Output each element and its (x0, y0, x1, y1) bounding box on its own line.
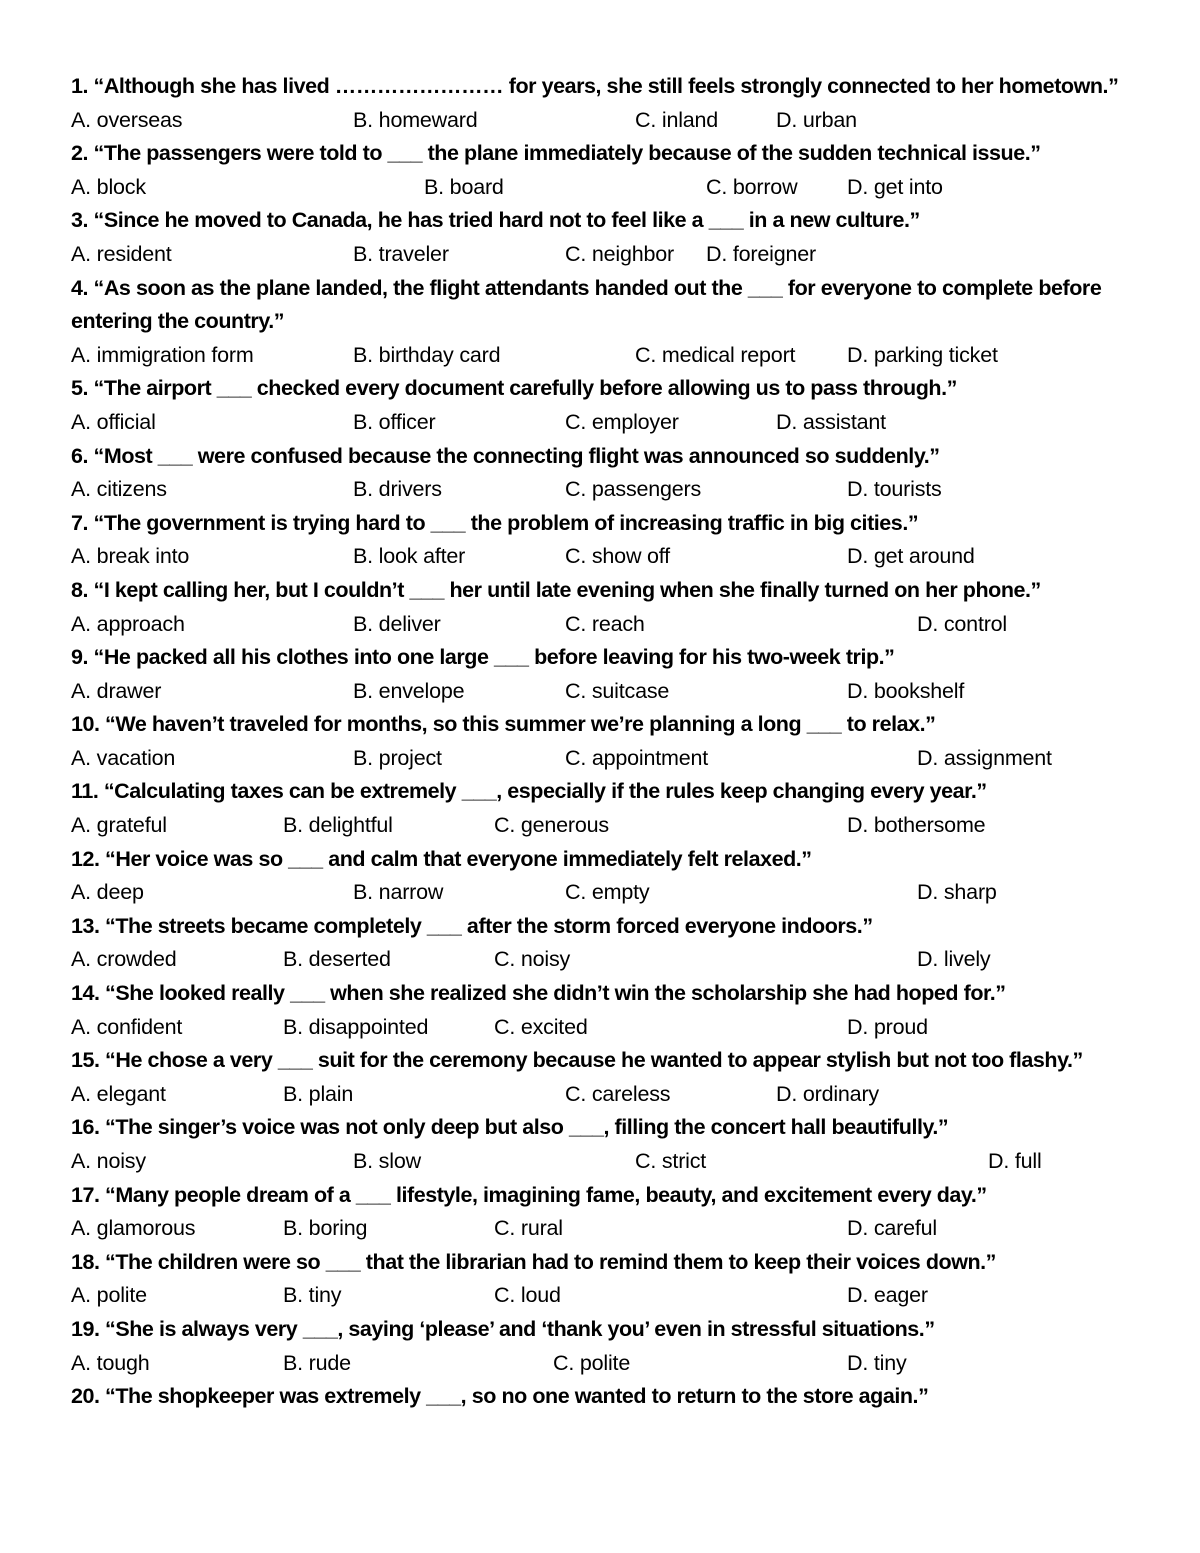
option-c: C. medical report (635, 342, 796, 367)
question-block (71, 1246, 1151, 1313)
option-c: C. inland (635, 107, 719, 132)
option-a: A. block (71, 174, 146, 199)
option-d: D. proud (847, 1014, 928, 1039)
option-d: D. assignment (917, 745, 1052, 770)
question-block (71, 1179, 1151, 1246)
question-block (71, 1380, 1151, 1414)
option-a: A. vacation (71, 745, 176, 770)
options-row (71, 473, 1151, 507)
options-row (71, 1347, 1151, 1381)
option-a: A. crowded (71, 947, 177, 972)
option-b: B. traveler (353, 241, 449, 266)
options-row (71, 809, 1151, 843)
options-row (71, 675, 1151, 709)
question-block (71, 440, 1151, 507)
option-a: A. official (71, 409, 156, 434)
question-stem: 20. “The shopkeeper was extremely ___, so no one wanted to return to the store again.” (71, 1384, 929, 1409)
option-b: B. drivers (353, 477, 442, 502)
option-c: C. borrow (706, 174, 798, 199)
option-d: D. bookshelf (847, 678, 965, 703)
question-stem: 18. “The children were so ___ that the librarian had to remind them to keep their voices down.” (71, 1249, 996, 1274)
option-c: C. noisy (494, 947, 571, 972)
option-c: C. suitcase (565, 678, 670, 703)
option-d: D. get into (847, 174, 943, 199)
options-row (71, 406, 1151, 440)
option-d: D. ordinary (776, 1081, 879, 1106)
option-c: C. employer (565, 409, 679, 434)
option-b: B. look after (353, 544, 466, 569)
options-row (71, 1011, 1151, 1045)
options-row (71, 339, 1151, 373)
option-a: A. glamorous (71, 1216, 196, 1241)
question-stem: 6. “Most ___ were confused because the connecting flight was announced so suddenly.” (71, 443, 940, 468)
question-stem: 3. “Since he moved to Canada, he has tried hard not to feel like a ___ in a new culture.” (71, 208, 920, 233)
question-block (71, 843, 1151, 910)
option-d: D. tourists (847, 477, 942, 502)
option-c: C. rural (494, 1216, 563, 1241)
option-d: D. get around (847, 544, 975, 569)
options-row (71, 608, 1151, 642)
question-block (71, 372, 1151, 439)
question-stem: 10. “We haven’t traveled for months, so this summer we’re planning a long ___ to relax.” (71, 712, 936, 737)
question-stem: 5. “The airport ___ checked every document carefully before allowing us to pass through.” (71, 376, 957, 401)
question-block (71, 1313, 1151, 1380)
options-row (71, 876, 1151, 910)
worksheet (71, 70, 1151, 1414)
question-block (71, 204, 1151, 271)
question-stem: 12. “Her voice was so ___ and calm that everyone immediately felt relaxed.” (71, 846, 812, 871)
option-c: C. passengers (565, 477, 702, 502)
option-b: B. deserted (283, 947, 391, 972)
option-c: C. neighbor (565, 241, 674, 266)
option-a: A. elegant (71, 1081, 166, 1106)
question-block (71, 1111, 1151, 1178)
option-d: D. bothersome (847, 813, 986, 838)
option-c: C. generous (494, 813, 609, 838)
question-block (71, 507, 1151, 574)
question-block (71, 272, 1151, 373)
option-c: C. empty (565, 880, 650, 905)
question-stem: 14. “She looked really ___ when she realized she didn’t win the scholarship she had hoped for.” (71, 981, 1006, 1006)
option-a: A. polite (71, 1283, 147, 1308)
option-b: B. tiny (283, 1283, 342, 1308)
option-a: A. citizens (71, 477, 167, 502)
option-d: D. parking ticket (847, 342, 998, 367)
question-block (71, 708, 1151, 775)
question-stem: 19. “She is always very ___, saying ‘please’ and ‘thank you’ even in stressful situations.” (71, 1316, 935, 1341)
question-block (71, 574, 1151, 641)
option-b: B. delightful (283, 813, 393, 838)
question-stem: 7. “The government is trying hard to ___ the problem of increasing traffic in big cities.” (71, 510, 919, 535)
option-d: D. control (917, 611, 1008, 636)
option-b: B. project (353, 745, 442, 770)
option-d: D. full (988, 1149, 1042, 1173)
option-b: B. homeward (353, 107, 478, 132)
options-row (71, 1078, 1151, 1112)
option-d: D. tiny (847, 1350, 907, 1375)
question-stem: 13. “The streets became completely ___ after the storm forced everyone indoors.” (71, 913, 873, 938)
options-row (71, 540, 1151, 574)
option-b: B. deliver (353, 611, 441, 636)
option-a: A. resident (71, 241, 172, 266)
option-b: B. boring (283, 1216, 368, 1241)
options-row (71, 1212, 1151, 1246)
option-d: D. lively (917, 947, 991, 972)
option-b: B. narrow (353, 880, 444, 905)
question-stem: 2. “The passengers were told to ___ the plane immediately because of the sudden technical issue.” (71, 141, 1041, 166)
option-c: C. polite (553, 1350, 631, 1375)
options-row (71, 1279, 1151, 1313)
option-a: A. deep (71, 880, 144, 905)
question-block (71, 70, 1151, 137)
question-stem: 11. “Calculating taxes can be extremely ___, especially if the rules keep changing every year.” (71, 779, 987, 804)
option-a: A. approach (71, 611, 185, 636)
option-b: B. board (424, 174, 504, 199)
question-stem: 16. “The singer’s voice was not only deep but also ___, filling the concert hall beautifully.” (71, 1115, 949, 1140)
question-block (71, 977, 1151, 1044)
question-stem: 1. “Although she has lived …………………… for years, she still feels strongly connected to her hometown.” (71, 74, 1119, 98)
option-b: B. officer (353, 409, 436, 434)
option-c: C. show off (565, 544, 670, 569)
question-block (71, 137, 1151, 204)
options-row (71, 1145, 1151, 1179)
option-a: A. break into (71, 544, 190, 569)
question-block (71, 910, 1151, 977)
question-block (71, 641, 1151, 708)
question-stem: 8. “I kept calling her, but I couldn’t ___ her until late evening when she finally turned on her phone.” (71, 577, 1041, 602)
option-d: D. urban (776, 107, 857, 132)
option-b: B. disappointed (283, 1014, 429, 1039)
options-row (71, 104, 1151, 138)
options-row (71, 943, 1151, 977)
question-stem: 4. “As soon as the plane landed, the flight attendants handed out the ___ for everyone to complete before entering the country.” (71, 275, 1102, 334)
option-d: D. careful (847, 1216, 938, 1241)
question-stem: 15. “He chose a very ___ suit for the ceremony because he wanted to appear stylish but not too flashy.” (71, 1048, 1083, 1073)
options-row (71, 238, 1151, 272)
option-a: A. drawer (71, 678, 162, 703)
option-c: C. appointment (565, 745, 709, 770)
option-d: D. assistant (776, 409, 886, 434)
option-d: D. foreigner (706, 241, 816, 266)
options-row (71, 171, 1151, 205)
option-d: D. eager (847, 1283, 928, 1308)
option-a: A. noisy (71, 1149, 146, 1173)
question-stem: 17. “Many people dream of a ___ lifestyle, imagining fame, beauty, and excitement every day.” (71, 1182, 987, 1207)
options-row (71, 742, 1151, 776)
option-b: B. plain (283, 1081, 354, 1106)
option-c: C. careless (565, 1081, 671, 1106)
option-a: A. grateful (71, 813, 167, 838)
question-block (71, 1044, 1151, 1111)
question-stem: 9. “He packed all his clothes into one large ___ before leaving for his two-week trip.” (71, 645, 895, 670)
option-c: C. excited (494, 1014, 588, 1039)
option-b: B. rude (283, 1350, 351, 1375)
option-a: A. confident (71, 1014, 183, 1039)
option-c: C. loud (494, 1283, 561, 1308)
option-b: B. birthday card (353, 342, 501, 367)
option-a: A. overseas (71, 107, 183, 132)
option-c: C. strict (635, 1149, 707, 1173)
option-c: C. reach (565, 611, 645, 636)
option-b: B. envelope (353, 678, 465, 703)
question-block (71, 775, 1151, 842)
option-b: B. slow (353, 1149, 421, 1173)
option-d: D. sharp (917, 880, 997, 905)
option-a: A. immigration form (71, 342, 254, 367)
option-a: A. tough (71, 1350, 150, 1375)
